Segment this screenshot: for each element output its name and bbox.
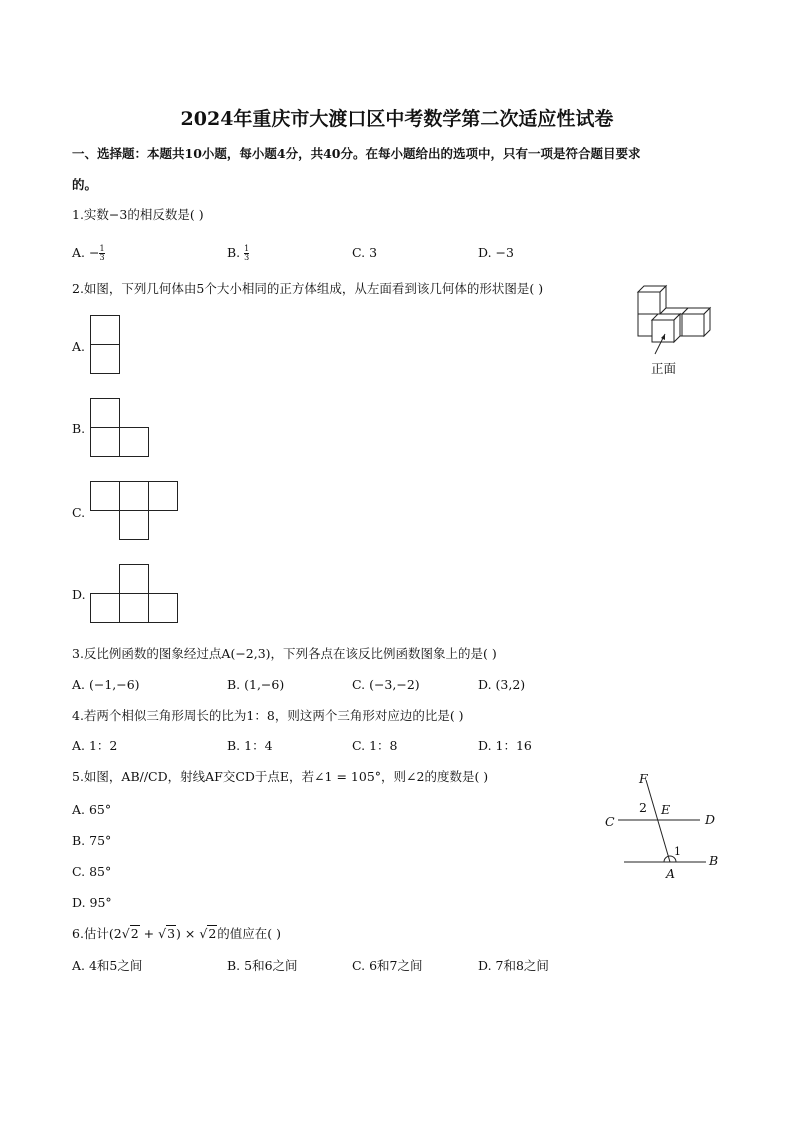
point-b-label: B [709,853,719,868]
q3-option-c: C. (−3,−2) [352,677,420,692]
q5-option-b: B. 75° [72,833,112,848]
angle-2-label: 2 [639,800,647,815]
point-c-label: C [605,814,615,829]
point-e-label: E [661,802,671,817]
exam-title: 2024年重庆市大渡口区中考数学第二次适应性试卷 [180,108,614,130]
angle-1-label: 1 [674,845,681,858]
q1-option-d: D. −3 [478,245,514,260]
point-f-label: F [639,771,648,786]
point-a-label: A [666,866,676,881]
section-heading-line1: 一、选择题：本题共10小题，每小题4分，共40分。在每小题给出的选项中，只有一项是符合题目要求 [72,146,641,161]
q5-option-c: C. 85° [72,864,112,879]
q5-option-d: D. 95° [72,895,112,910]
q3-option-d: D. (3,2) [478,677,526,692]
q2-option-b-shape [90,398,150,458]
q2-option-a-shape [90,315,120,375]
q2-option-d-label: D. [72,587,86,602]
q2-option-c-shape [90,481,180,541]
q6-stem: 6.估计(2√2 + √3) × √2的值应在( ) [72,926,281,941]
q1-stem: 1.实数−3的相反数是( ) [72,207,204,222]
section-heading-line2: 的。 [72,177,98,192]
q2-option-d-shape [90,564,180,624]
q3-option-a: A. (−1,−6) [72,677,140,692]
q4-stem: 4.若两个相似三角形周长的比为1：8，则这两个三角形对应边的比是( ) [72,708,464,723]
q4-option-a: A. 1：2 [72,738,118,753]
q4-option-d: D. 1：16 [478,738,532,753]
q6-option-d: D. 7和8之间 [478,958,549,973]
cube-figure-label: 正面 [651,361,677,376]
q1-option-c: C. 3 [352,245,378,260]
q6-option-a: A. 4和5之间 [72,958,143,973]
q5-stem: 5.如图，AB//CD，射线AF交CD于点E，若∠1 = 105°，则∠2的度数是( ) [72,769,489,784]
q4-option-c: C. 1：8 [352,738,398,753]
q2-stem: 2.如图，下列几何体由5个大小相同的正方体组成，从左面看到该几何体的形状图是( ) [72,281,544,296]
point-d-label: D [705,812,716,827]
q3-option-b: B. (1,−6) [227,677,285,692]
q3-stem: 3.反比例函数的图象经过点A(−2,3)，下列各点在该反比例函数图象上的是( ) [72,646,497,661]
q2-option-c-label: C. [72,505,86,520]
q6-option-b: B. 5和6之间 [227,958,298,973]
q6-option-c: C. 6和7之间 [352,958,423,973]
cube-figure [630,282,725,377]
q5-option-a: A. 65° [72,802,112,817]
q1-option-a: A. − $\frac{1}{3}$ [72,244,105,262]
q2-option-b-label: B. [72,421,86,436]
q1-option-b: B. $\frac{1}{3}$ [227,244,250,262]
q2-option-a-label: A. [72,339,86,354]
q4-option-b: B. 1：4 [227,738,273,753]
